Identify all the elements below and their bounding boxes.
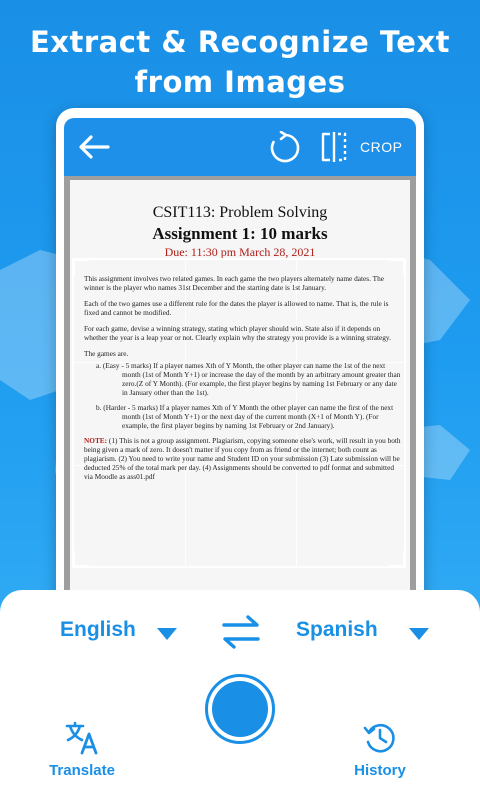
- chevron-down-icon[interactable]: [409, 628, 429, 640]
- crop-handle-top-left[interactable]: [72, 258, 89, 275]
- crop-button[interactable]: CROP: [360, 139, 403, 155]
- source-language-select[interactable]: English: [60, 618, 136, 641]
- back-arrow-icon[interactable]: [76, 132, 112, 162]
- document-preview: [64, 176, 416, 628]
- history-icon: [362, 720, 398, 756]
- swap-arrows-icon[interactable]: [220, 614, 262, 650]
- paragraph: Each of the two games use a different rule for the dates the player is allowed to name. That is, the rule is fixed and cannot be modified.: [84, 299, 389, 317]
- nav-history[interactable]: [330, 720, 430, 780]
- document-page: [70, 180, 410, 590]
- nav-translate-label: Translate: [49, 762, 115, 779]
- document-due-date: Due: 11:30 pm March 28, 2021: [164, 245, 316, 259]
- note-label: NOTE:: [84, 436, 108, 445]
- crop-handle-top-right[interactable]: [389, 258, 406, 275]
- note-text: (1) This is not a group assignment. Plagiarism, copying someone else's work, will result in you both being given a mark of zero. It doesn't matter if you copy from as friend or the internet; both count as plagiarism. (2) You need to write your name and Student ID on your submission (3) Late submission will be deducted 25% of the total mark per day. (4) Assignments should be converted to pdf format and submitted via Moodle as ass01.pdf: [84, 436, 401, 481]
- translate-icon: [64, 720, 100, 756]
- capture-button[interactable]: [205, 674, 275, 744]
- nav-translate[interactable]: [32, 720, 132, 780]
- document-title: CSIT113: Problem Solving: [152, 204, 328, 221]
- crop-icon[interactable]: [319, 130, 349, 164]
- games-label: The games are.: [84, 349, 129, 358]
- document-subtitle: Assignment 1: 10 marks: [152, 224, 328, 243]
- target-language-select[interactable]: Spanish: [296, 618, 378, 641]
- paragraph: This assignment involves two related games. In each game the two players alternately name dates. The winner is the player who names 31st December and the starting date is 1st January.: [84, 274, 384, 292]
- bottom-panel: [0, 590, 480, 800]
- headline-line-2: from Images: [134, 65, 346, 99]
- document-body: [84, 274, 402, 488]
- list-item: a. (Easy - 5 marks) If a player names Xth of Y Month, the other player can name the 1st of the next month (1st of Month Y+1) or increase the day of the month by an arbitrary amount greater than zero.(Z of Y Month). (For example, the first player begins by naming 1st February or any date in January other than the 1st).: [96, 361, 401, 397]
- rotate-icon[interactable]: [268, 131, 302, 165]
- chevron-down-icon[interactable]: [157, 628, 177, 640]
- phone-preview: [56, 108, 424, 628]
- paragraph: For each game, devise a winning strategy, stating which player should win. State also if it depends on whether the year is a leap year or not. Clearly explain why the strategy you provide is a winning strategy.: [84, 324, 391, 342]
- nav-history-label: History: [354, 762, 406, 779]
- crop-handle-bottom-left[interactable]: [72, 551, 89, 568]
- headline: [0, 22, 480, 102]
- headline-line-1: Extract & Recognize Text: [29, 25, 451, 59]
- list-item: b. (Harder - 5 marks) If a player names Xth of Y Month the other player can name the first of the next month (1st of Month Y+1) or the next day of the current month (X+1 of Month Y). (For example, the first player begins by naming 1st February or 2nd January).: [96, 403, 394, 430]
- crop-handle-bottom-right[interactable]: [389, 551, 406, 568]
- capture-button-inner: [212, 681, 268, 737]
- preview-toolbar: [64, 118, 416, 176]
- scan-selection-box[interactable]: [72, 258, 406, 568]
- note-paragraph: [84, 436, 402, 481]
